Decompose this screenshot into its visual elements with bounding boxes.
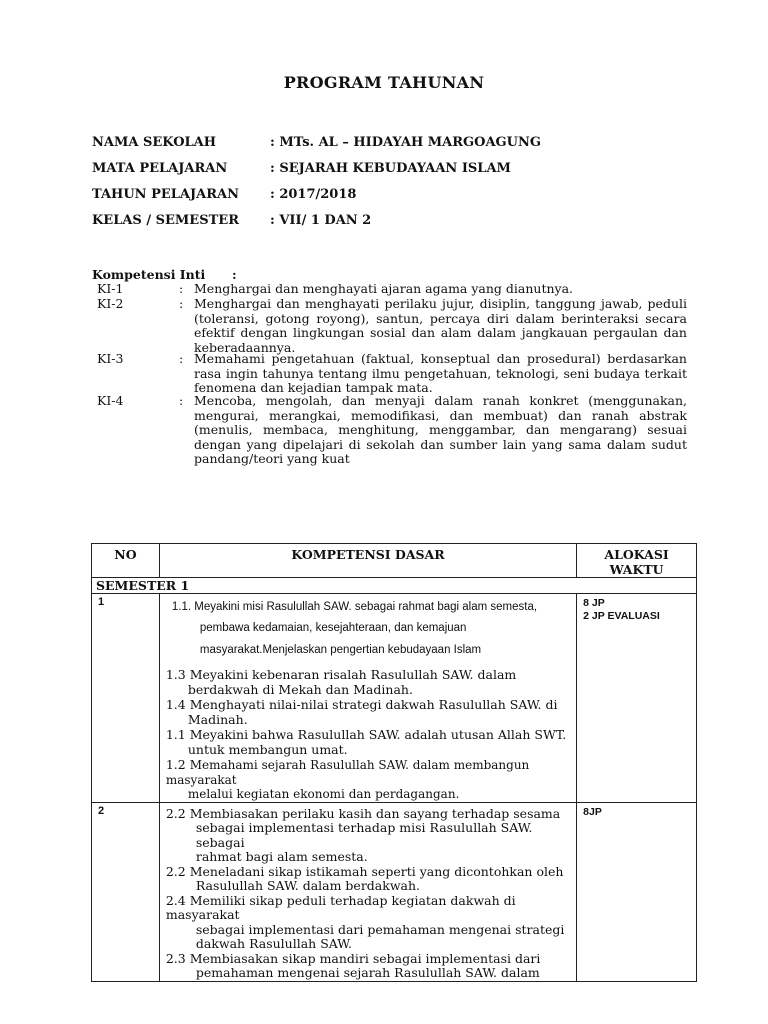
- meta-class: [92, 213, 371, 228]
- heading-colon: :: [232, 267, 237, 282]
- kd-line: sebagai implementasi terhadap misi Rasulullah SAW. sebagai: [195, 820, 533, 850]
- heading-text: Kompetensi Inti: [92, 267, 206, 282]
- table-row: [92, 802, 697, 981]
- ki-item: [97, 394, 687, 467]
- kd-number: 1.1: [165, 727, 186, 742]
- kd-line: Meneladani sikap istikamah seperti yang dicontohkan oleh: [189, 863, 564, 879]
- header-kompetensi-dasar: KOMPETENSI DASAR: [159, 544, 576, 578]
- kd-number: 2.3: [165, 950, 186, 966]
- table-row: [92, 594, 697, 803]
- alokasi-jp: 8JP: [583, 805, 602, 818]
- ki-separator: :: [179, 351, 184, 366]
- kd-list: [166, 807, 568, 981]
- ki-separator: :: [179, 296, 184, 311]
- semester-row: [92, 578, 697, 594]
- ki-separator: :: [179, 281, 184, 296]
- alokasi-jp: 8 JP: [583, 597, 605, 609]
- table-header-row: [92, 544, 697, 578]
- kd-line: Madinah.: [187, 711, 248, 727]
- ki-code: KI-3: [97, 351, 124, 366]
- kd-line: berdakwah di Mekah dan Madinah.: [187, 681, 413, 697]
- header-waktu: WAKTU: [609, 562, 664, 577]
- kd-item: [166, 758, 568, 802]
- kd-number: 1.4: [165, 697, 186, 712]
- meta-label: MATA PELAJARAN: [92, 161, 228, 176]
- ki-text: Mencoba, mengolah, dan menyaji dalam ranah konkret (menggunakan, mengurai, merangkai, memodifikasi, dan membuat) dan ranah abstrak (menulis, membaca, menghitung, menggambar, dan mengarang) sesuai dengan yang dipelajari di sekolah dan sumber lain yang sama dalam sudut pandang/teori yang kuat: [194, 393, 687, 466]
- header-no: NO: [92, 544, 160, 578]
- kd-line: Membiasakan perilaku kasih dan sayang terhadap sesama: [189, 805, 561, 821]
- meta-school: [92, 135, 541, 150]
- header-alokasi: ALOKASI: [604, 547, 669, 562]
- meta-value: : 2017/2018: [270, 187, 357, 202]
- kd-number: 2.2: [165, 805, 186, 821]
- kd-item: [166, 894, 568, 952]
- ki-item: [97, 297, 687, 355]
- kd-line: rahmat bagi alam semesta.: [195, 849, 368, 864]
- kd-line: Memiliki sikap peduli terhadap kegiatan dakwah di masyarakat: [165, 892, 516, 922]
- kd-line: sebagai implementasi dari pemahaman mengenai strategi: [195, 921, 565, 937]
- meta-label: NAMA SEKOLAH: [92, 135, 217, 150]
- kd-number: 1.2: [165, 757, 186, 772]
- kd-item: [166, 952, 568, 981]
- kd-lead-line: 1.1. Meyakini misi Rasulullah SAW. sebagai rahmat bagi alam semesta,: [171, 601, 538, 613]
- kd-line: Menghayati nilai-nilai strategi dakwah Rasulullah SAW. di: [189, 697, 558, 712]
- kd-line: untuk membangun umat.: [187, 741, 348, 757]
- kd-item: [166, 807, 568, 865]
- page-title: PROGRAM TAHUNAN: [283, 73, 485, 92]
- alokasi-cell: [577, 594, 697, 803]
- kd-list: [166, 668, 568, 802]
- meta-label: KELAS / SEMESTER: [92, 213, 239, 228]
- kd-lead-line: masyarakat.Menjelaskan pengertian kebudayaan Islam: [199, 644, 482, 656]
- kd-line: Meyakini kebenaran risalah Rasulullah SAW. dalam: [189, 667, 517, 682]
- row-number: 1: [92, 594, 160, 803]
- ki-code: KI-1: [97, 281, 124, 296]
- kd-line: Meyakini bahwa Rasulullah SAW. adalah utusan Allah SWT.: [189, 727, 567, 742]
- kd-line: dakwah Rasulullah SAW.: [195, 936, 352, 951]
- meta-year: [92, 187, 356, 202]
- header-alokasi-waktu: [577, 544, 697, 578]
- kd-cell: [159, 594, 576, 803]
- semester-label: SEMESTER 1: [92, 578, 697, 594]
- kd-line: melalui kegiatan ekonomi dan perdagangan.: [187, 787, 460, 801]
- kd-number: 1.3: [165, 667, 186, 682]
- ki-code: KI-4: [97, 393, 124, 408]
- kd-lead-line: pembawa kedamaian, kesejahteraan, dan kemajuan: [199, 622, 467, 634]
- kd-item: [166, 698, 568, 727]
- meta-value: : VII/ 1 DAN 2: [270, 213, 372, 228]
- kd-cell: [159, 802, 576, 981]
- ki-text: Menghargai dan menghayati ajaran agama yang dianutnya.: [194, 281, 574, 296]
- ki-text: Menghargai dan menghayati perilaku jujur, disiplin, tanggung jawab, peduli (toleransi, gotong royong), santun, percaya diri dalam berinteraksi secara efektif dengan lingkungan sosial dan alam dalam jangkauan pergaulan dan keberadaannya.: [194, 296, 687, 355]
- kd-line: Rasulullah SAW. dalam berdakwah.: [195, 878, 420, 893]
- kd-line: pemahaman mengenai sejarah Rasulullah SAW. dalam: [195, 965, 540, 980]
- kd-item: [166, 865, 568, 894]
- alokasi-evaluasi: 2 JP EVALUASI: [583, 610, 660, 622]
- ki-separator: :: [179, 393, 184, 408]
- meta-label: TAHUN PELAJARAN: [92, 187, 239, 202]
- row-number: 2: [92, 802, 160, 981]
- kd-line: Memahami sejarah Rasulullah SAW. dalam membangun masyarakat: [165, 758, 530, 787]
- meta-value: : MTs. AL – HIDAYAH MARGOAGUNG: [270, 135, 541, 150]
- alokasi-cell: [577, 802, 697, 981]
- kd-item: [166, 728, 568, 757]
- kd-number: 2.2: [165, 863, 186, 879]
- kompetensi-inti-heading: [92, 267, 237, 282]
- meta-subject: [92, 161, 511, 176]
- kd-number: 2.4: [165, 892, 186, 908]
- ki-code: KI-2: [97, 296, 124, 311]
- kd-item: [166, 668, 568, 697]
- kompetensi-dasar-table: [91, 543, 697, 982]
- ki-text: Memahami pengetahuan (faktual, konseptual dan prosedural) berdasarkan rasa ingin tahunya tentang ilmu pengetahuan, teknologi, seni budaya terkait fenomena dan kejadian tampak mata.: [194, 351, 687, 395]
- ki-item: [97, 352, 687, 396]
- kd-line: Membiasakan sikap mandiri sebagai implementasi dari: [189, 950, 541, 966]
- ki-item: [97, 282, 687, 297]
- meta-value: : SEJARAH KEBUDAYAAN ISLAM: [270, 161, 511, 176]
